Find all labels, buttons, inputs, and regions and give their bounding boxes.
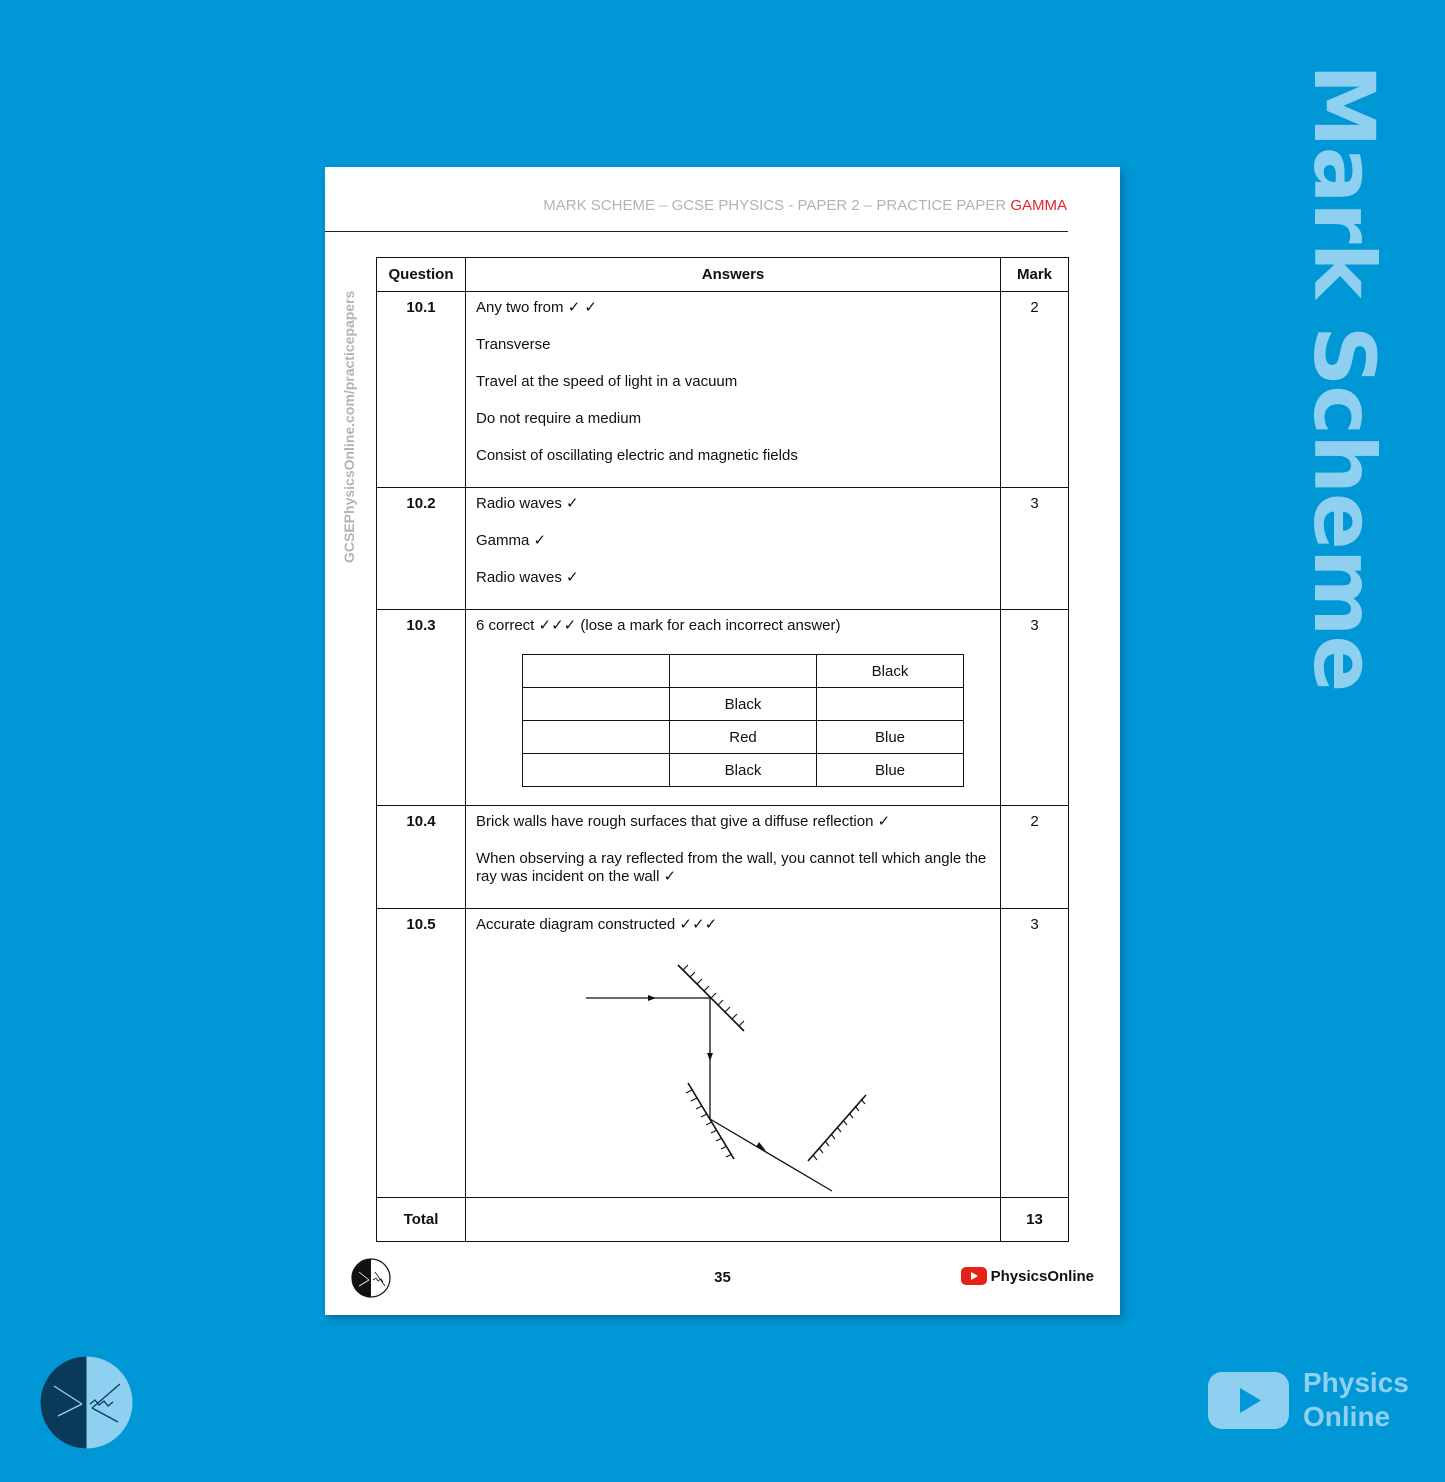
inner-row [523, 655, 964, 688]
question-number: 10.5 [377, 909, 466, 1198]
inner-row [523, 754, 964, 787]
inner-cell: Blue [817, 754, 964, 787]
total-row [377, 1198, 1069, 1242]
inner-cell: Blue [817, 721, 964, 754]
answer-line: Any two from ✓ ✓ [476, 299, 597, 316]
inner-cell [523, 754, 670, 787]
inner-cell: Red [670, 721, 817, 754]
table-row [377, 292, 1069, 488]
inner-cell [523, 655, 670, 688]
vertical-url: GCSEPhysicsOnline.com/practicepapers [341, 290, 357, 563]
header-rule [325, 231, 1068, 232]
table-header-row [377, 258, 1069, 292]
mark-scheme-page [325, 167, 1120, 1315]
header-question: Question [377, 258, 466, 292]
mark-value: 2 [1001, 806, 1069, 909]
answer-line: Radio waves ✓ [476, 569, 579, 586]
youtube-icon [961, 1267, 987, 1285]
inner-cell [523, 688, 670, 721]
table-row [377, 909, 1069, 1198]
inner-row [523, 688, 964, 721]
footer-brand [961, 1267, 1094, 1285]
brand-line-1: Physics [1303, 1367, 1409, 1398]
total-mark: 13 [1001, 1198, 1069, 1242]
light-ray [586, 998, 832, 1191]
corner-brand [1208, 1366, 1409, 1434]
question-number: 10.4 [377, 806, 466, 909]
answer-line: Radio waves ✓ [476, 495, 579, 512]
youtube-play-icon [1208, 1372, 1289, 1429]
inner-cell [523, 721, 670, 754]
table-row [377, 488, 1069, 610]
inner-cell: Black [670, 688, 817, 721]
table-row [377, 806, 1069, 909]
inner-cell: Black [670, 754, 817, 787]
total-label: Total [377, 1198, 466, 1242]
mirror-right [808, 1095, 866, 1161]
answers-cell [466, 488, 1001, 610]
answers-cell [466, 292, 1001, 488]
inner-row [523, 721, 964, 754]
answer-line: Consist of oscillating electric and magnetic fields [476, 447, 798, 464]
side-title: Mark Scheme [1295, 64, 1393, 692]
ray-diagram [586, 953, 886, 1193]
corner-brand-text [1303, 1366, 1409, 1434]
header-prefix: MARK SCHEME – GCSE PHYSICS - PAPER 2 – PRACTICE PAPER [543, 197, 1011, 214]
inner-cell [670, 655, 817, 688]
inner-cell: Black [817, 655, 964, 688]
ray-arrows [648, 995, 766, 1151]
answer-line: Do not require a medium [476, 410, 642, 427]
page-number: 35 [714, 1269, 731, 1286]
header-answers: Answers [466, 258, 1001, 292]
answer-line: Accurate diagram constructed ✓✓✓ [476, 916, 718, 933]
answer-line: Gamma ✓ [476, 532, 547, 549]
mark-value: 3 [1001, 610, 1069, 806]
mark-value: 3 [1001, 909, 1069, 1198]
corner-logo-icon [40, 1356, 133, 1449]
answers-cell [466, 806, 1001, 909]
answer-line: Brick walls have rough surfaces that give a diffuse reflection ✓ [476, 813, 891, 830]
total-answers-cell [466, 1198, 1001, 1242]
mark-value: 3 [1001, 488, 1069, 610]
table-row [377, 610, 1069, 806]
question-number: 10.2 [377, 488, 466, 610]
answer-line: When observing a ray reflected from the wall, you cannot tell which angle the ray was incident on the wall ✓ [476, 850, 987, 885]
colour-answer-table [522, 654, 964, 787]
footer-brand-label: PhysicsOnline [990, 1267, 1094, 1285]
header-mark: Mark [1001, 258, 1069, 292]
answer-line: Transverse [476, 336, 551, 353]
brand-line-2: Online [1303, 1401, 1391, 1432]
answer-line: 6 correct ✓✓✓ (lose a mark for each incorrect answer) [476, 617, 841, 634]
header-accent: GAMMA [1010, 197, 1067, 214]
answers-cell [466, 610, 1001, 806]
answer-line: Travel at the speed of light in a vacuum [476, 373, 738, 390]
inner-cell [817, 688, 964, 721]
mark-value: 2 [1001, 292, 1069, 488]
mark-scheme-table [376, 257, 1069, 1242]
answers-cell [466, 909, 1001, 1198]
page-header [543, 197, 1067, 214]
question-number: 10.1 [377, 292, 466, 488]
question-number: 10.3 [377, 610, 466, 806]
